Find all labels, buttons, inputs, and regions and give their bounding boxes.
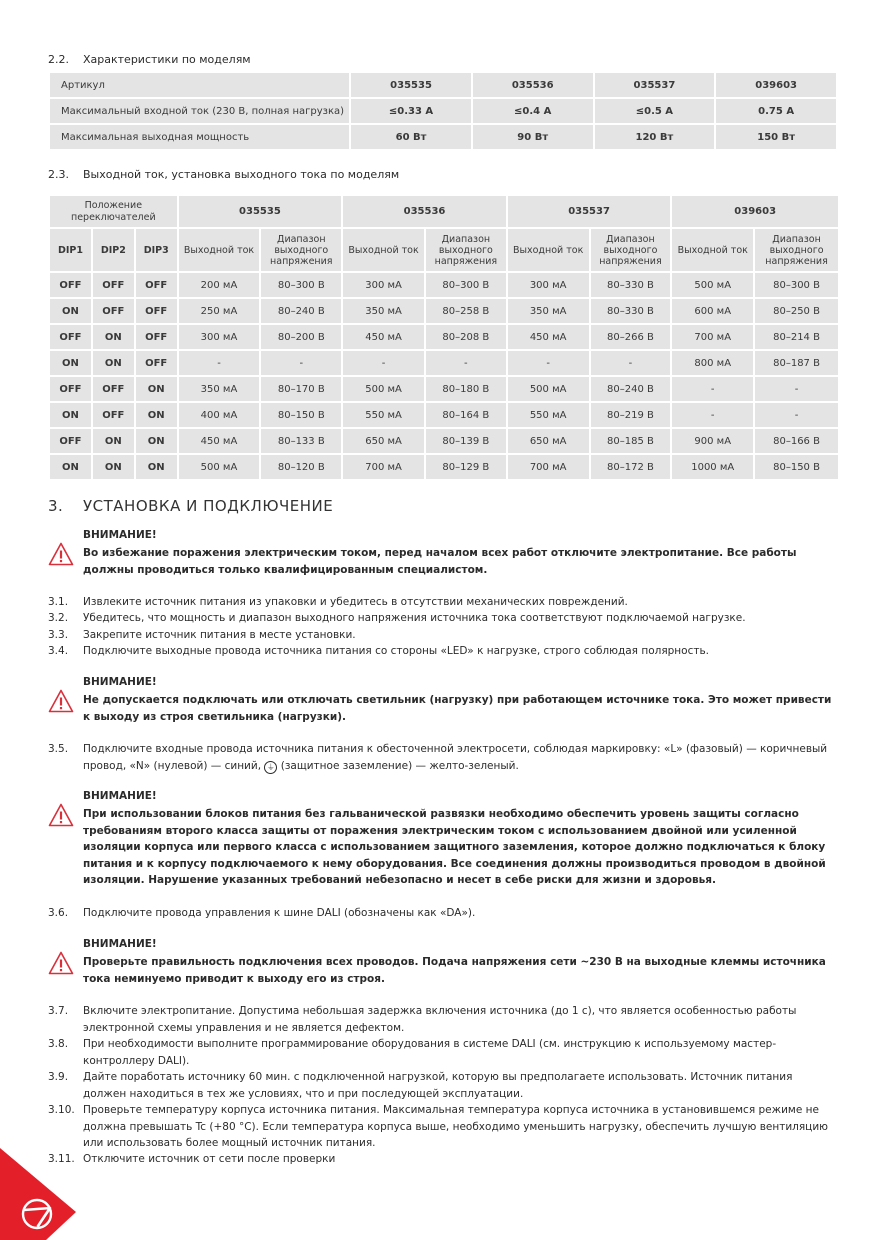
table-cell: 80–133 В (260, 428, 342, 454)
dip-header: DIP2 (92, 228, 135, 272)
article-header: Артикул (49, 72, 350, 98)
dip-state-cell: ON (92, 454, 135, 480)
table-cell: 80–187 В (754, 350, 839, 376)
table-cell: 80–240 В (260, 298, 342, 324)
dip-state-cell: ON (92, 428, 135, 454)
table-cell: 450 мА (342, 324, 425, 350)
dip-state-cell: ON (49, 454, 92, 480)
table-cell: 80–300 В (754, 272, 839, 298)
step-text-part: Подключите входные провода источника питания к обесточенной электросети, соблюдая маркировку: «L» (фазовый) — коричневый провод, «N» (нулевой) — синий, (83, 743, 828, 772)
output-current-table (48, 194, 840, 481)
table-cell: - (590, 350, 672, 376)
table-cell: 80–185 В (590, 428, 672, 454)
table-cell: 400 мА (178, 402, 261, 428)
ground-symbol-icon: ⏚ (264, 761, 277, 774)
table-cell: 80–120 В (260, 454, 342, 480)
table-cell: 80–266 В (590, 324, 672, 350)
step-text: Отключите источник от сети после проверки (83, 1153, 336, 1165)
output-current-header: Выходной ток (507, 228, 590, 272)
dip-state-cell: OFF (135, 272, 178, 298)
dip-state-cell: OFF (92, 298, 135, 324)
table-cell: 600 мА (671, 298, 754, 324)
table-cell: 450 мА (178, 428, 261, 454)
warning-text: Не допускается подключать или отключать светильник (нагрузку) при работающем источнике тока. Это может привести к выходу из строя светильника (нагрузки). (83, 694, 832, 723)
table-cell: 300 мА (507, 272, 590, 298)
table-cell: 200 мА (178, 272, 261, 298)
table-cell: 80–330 В (590, 272, 672, 298)
table-cell: ≤0.33 А (350, 98, 472, 124)
row-label: Максимальная выходная мощность (49, 124, 350, 150)
table-cell: 350 мА (342, 298, 425, 324)
table-cell: 80–200 В (260, 324, 342, 350)
table-cell: 550 мА (342, 402, 425, 428)
model-header: 035537 (507, 195, 672, 228)
model-header: 039603 (715, 72, 837, 98)
table-cell: 90 Вт (472, 124, 594, 150)
warning-title: ВНИМАНИЕ! (83, 676, 157, 688)
table-cell: 80–250 В (754, 298, 839, 324)
table-row (49, 272, 839, 298)
table-cell: ≤0.4 А (472, 98, 594, 124)
dip-state-cell: ON (49, 350, 92, 376)
step-number: 3.5. (48, 743, 69, 755)
dip-state-cell: ON (92, 350, 135, 376)
table-cell: 80–330 В (590, 298, 672, 324)
warning-block (48, 790, 848, 890)
table-cell: 500 мА (342, 376, 425, 402)
table-cell: 350 мА (507, 298, 590, 324)
model-header: 035536 (472, 72, 594, 98)
table-row (49, 298, 839, 324)
table-cell: 700 мА (342, 454, 425, 480)
section-title: Характеристики по моделям (83, 53, 251, 66)
step-number: 3.7. (48, 1005, 69, 1017)
dip-state-cell: OFF (92, 402, 135, 428)
table-cell: 1000 мА (671, 454, 754, 480)
table-cell: 500 мА (671, 272, 754, 298)
dip-state-cell: OFF (92, 272, 135, 298)
warning-triangle-icon (48, 803, 74, 827)
step-number: 3.4. (48, 645, 69, 657)
model-header-row (49, 195, 839, 228)
dip-state-cell: OFF (92, 376, 135, 402)
table-header-row (49, 72, 837, 98)
table-cell: 80–258 В (425, 298, 507, 324)
step-text-part: (защитное заземление) — желто-зеленый. (280, 759, 519, 772)
table-cell: 700 мА (507, 454, 590, 480)
warning-title: ВНИМАНИЕ! (83, 938, 157, 950)
table-row (49, 98, 837, 124)
step-text: Убедитесь, что мощность и диапазон выходного напряжения источника тока соответствуют подключаемой нагрузке. (83, 612, 746, 624)
voltage-range-header: Диапазон выходного напряжения (425, 228, 507, 272)
warning-block (48, 938, 848, 988)
table-cell: 250 мА (178, 298, 261, 324)
voltage-range-header: Диапазон выходного напряжения (590, 228, 672, 272)
table-cell: 80–240 В (590, 376, 672, 402)
warning-block (48, 529, 848, 579)
table-cell: 300 мА (178, 324, 261, 350)
table-cell: 650 мА (342, 428, 425, 454)
table-cell: - (260, 350, 342, 376)
table-cell: 80–300 В (260, 272, 342, 298)
section-number: 3. (48, 497, 64, 515)
dip-state-cell: ON (135, 454, 178, 480)
table-cell: - (671, 402, 754, 428)
table-cell: - (671, 376, 754, 402)
output-current-header: Выходной ток (671, 228, 754, 272)
dip-state-cell: OFF (49, 376, 92, 402)
section-heading-3 (48, 497, 333, 515)
dip-state-cell: OFF (135, 298, 178, 324)
model-header: 039603 (671, 195, 839, 228)
table-cell: 500 мА (178, 454, 261, 480)
table-row (49, 350, 839, 376)
table-cell: 80–164 В (425, 402, 507, 428)
warning-title: ВНИМАНИЕ! (83, 790, 157, 802)
dip-state-cell: ON (49, 298, 92, 324)
table-cell: 80–180 В (425, 376, 507, 402)
subheader-row (49, 228, 839, 272)
step-text: Подключите выходные провода источника питания со стороны «LED» к нагрузке, строго соблюдая полярность. (83, 645, 710, 657)
table-cell: 80–170 В (260, 376, 342, 402)
models-spec-table (48, 71, 838, 151)
step-number: 3.11. (48, 1153, 75, 1165)
dip-state-cell: ON (49, 402, 92, 428)
model-header: 035537 (594, 72, 716, 98)
step-text (83, 741, 838, 774)
step-text: Подключите провода управления к шине DALI (обозначены как «DA»). (83, 907, 476, 919)
section-number: 2.3. (48, 168, 69, 181)
dip-state-cell: ON (92, 324, 135, 350)
section-heading-2-2 (48, 53, 251, 66)
table-cell: - (178, 350, 261, 376)
table-cell: 80–172 В (590, 454, 672, 480)
warning-block (48, 676, 848, 726)
step-text: Извлеките источник питания из упаковки и убедитесь в отсутствии механических повреждений. (83, 596, 628, 608)
table-cell: - (507, 350, 590, 376)
step-text: Дайте поработать источнику 60 мин. с подключенной нагрузкой, которую вы предполагаете использовать. Источник питания должен находиться в тех же условиях, что и при последующей эксплуатации. (83, 1071, 793, 1100)
table-cell: 80–150 В (260, 402, 342, 428)
table-cell: - (425, 350, 507, 376)
model-header: 035536 (342, 195, 507, 228)
step-number: 3.8. (48, 1038, 69, 1050)
table-row (49, 324, 839, 350)
step-text: Закрепите источник питания в месте установки. (83, 629, 356, 641)
warning-text: При использовании блоков питания без гальванической развязки необходимо обеспечить уровень защиты согласно требованиям второго класса защиты от поражения электрическим током с использованием двойной или усиленной изоляции корпуса или первого класса с использованием защитного заземления, которое должно подключаться к блоку питания и к корпусу подключаемого к нему оборудования. Все соединения должны производиться проводом в двойной изоляции. Нарушение указанных требований небезопасно и несет в себе риски для жизни и здоровья. (83, 808, 826, 886)
table-cell: 80–150 В (754, 454, 839, 480)
table-cell: 120 Вт (594, 124, 716, 150)
dip-state-cell: OFF (135, 324, 178, 350)
warning-title: ВНИМАНИЕ! (83, 529, 157, 541)
dip-state-cell: ON (135, 428, 178, 454)
output-current-header: Выходной ток (342, 228, 425, 272)
dip-state-cell: ON (135, 402, 178, 428)
table-row (49, 454, 839, 480)
dip-state-cell: OFF (49, 428, 92, 454)
row-label: Максимальный входной ток (230 В, полная нагрузка) (49, 98, 350, 124)
dip-state-cell: ON (135, 376, 178, 402)
table-cell: 80–208 В (425, 324, 507, 350)
table-cell: 650 мА (507, 428, 590, 454)
switch-position-header: Положение переключателей (49, 195, 178, 228)
table-cell: 80–129 В (425, 454, 507, 480)
table-cell: 80–139 В (425, 428, 507, 454)
section-title: Выходной ток, установка выходного тока по моделям (83, 168, 400, 181)
dip-state-cell: OFF (135, 350, 178, 376)
step-text: При необходимости выполните программирование оборудования в системе DALI (см. инструкцию к используемому мастер-контроллеру DALI). (83, 1038, 777, 1067)
table-cell: 80–214 В (754, 324, 839, 350)
table-cell: 80–166 В (754, 428, 839, 454)
table-cell: - (754, 402, 839, 428)
table-cell: - (754, 376, 839, 402)
table-cell: 450 мА (507, 324, 590, 350)
step-text: Проверьте температуру корпуса источника питания. Максимальная температура корпуса источника в установившемся режиме не должна превышать Tc (+80 °C). Если температура корпуса выше, необходимо уменьшить нагрузку, обеспечить лучшую вентиляцию или использовать более мощный источник питания. (83, 1104, 828, 1149)
table-cell: 550 мА (507, 402, 590, 428)
table-cell: ≤0.5 А (594, 98, 716, 124)
table-row (49, 376, 839, 402)
step-number: 3.3. (48, 629, 69, 641)
table-cell: 0.75 А (715, 98, 837, 124)
voltage-range-header: Диапазон выходного напряжения (754, 228, 839, 272)
warning-triangle-icon (48, 951, 74, 975)
warning-triangle-icon (48, 542, 74, 566)
warning-triangle-icon (48, 689, 74, 713)
dip-header: DIP1 (49, 228, 92, 272)
table-cell: 300 мА (342, 272, 425, 298)
step-number: 3.6. (48, 907, 69, 919)
dip-header: DIP3 (135, 228, 178, 272)
warning-text: Проверьте правильность подключения всех проводов. Подача напряжения сети ~230 В на выходные клеммы источника тока неминуемо приводит к выходу его из строя. (83, 956, 826, 985)
section-heading-2-3 (48, 168, 399, 181)
step-number: 3.1. (48, 596, 69, 608)
table-cell: 900 мА (671, 428, 754, 454)
section-number: 2.2. (48, 53, 69, 66)
table-cell: 80–219 В (590, 402, 672, 428)
table-cell: 60 Вт (350, 124, 472, 150)
step-number: 3.2. (48, 612, 69, 624)
table-cell: 150 Вт (715, 124, 837, 150)
table-cell: 500 мА (507, 376, 590, 402)
table-row (49, 124, 837, 150)
brand-corner-logo (0, 1148, 80, 1240)
table-row (49, 428, 839, 454)
dip-state-cell: OFF (49, 324, 92, 350)
output-current-header: Выходной ток (178, 228, 261, 272)
step-number: 3.10. (48, 1104, 75, 1116)
warning-text: Во избежание поражения электрическим током, перед началом всех работ отключите электропитание. Все работы должны проводиться только квалифицированным специалистом. (83, 547, 797, 576)
table-row (49, 402, 839, 428)
section-title: УСТАНОВКА И ПОДКЛЮЧЕНИЕ (83, 497, 334, 515)
model-header: 035535 (178, 195, 343, 228)
table-cell: 800 мА (671, 350, 754, 376)
step-number: 3.9. (48, 1071, 69, 1083)
step-text: Включите электропитание. Допустима небольшая задержка включения источника (до 1 с), что является особенностью работы электронной схемы управления и не является дефектом. (83, 1005, 797, 1034)
model-header: 035535 (350, 72, 472, 98)
dip-state-cell: OFF (49, 272, 92, 298)
table-cell: - (342, 350, 425, 376)
table-cell: 80–300 В (425, 272, 507, 298)
table-cell: 350 мА (178, 376, 261, 402)
voltage-range-header: Диапазон выходного напряжения (260, 228, 342, 272)
table-cell: 700 мА (671, 324, 754, 350)
